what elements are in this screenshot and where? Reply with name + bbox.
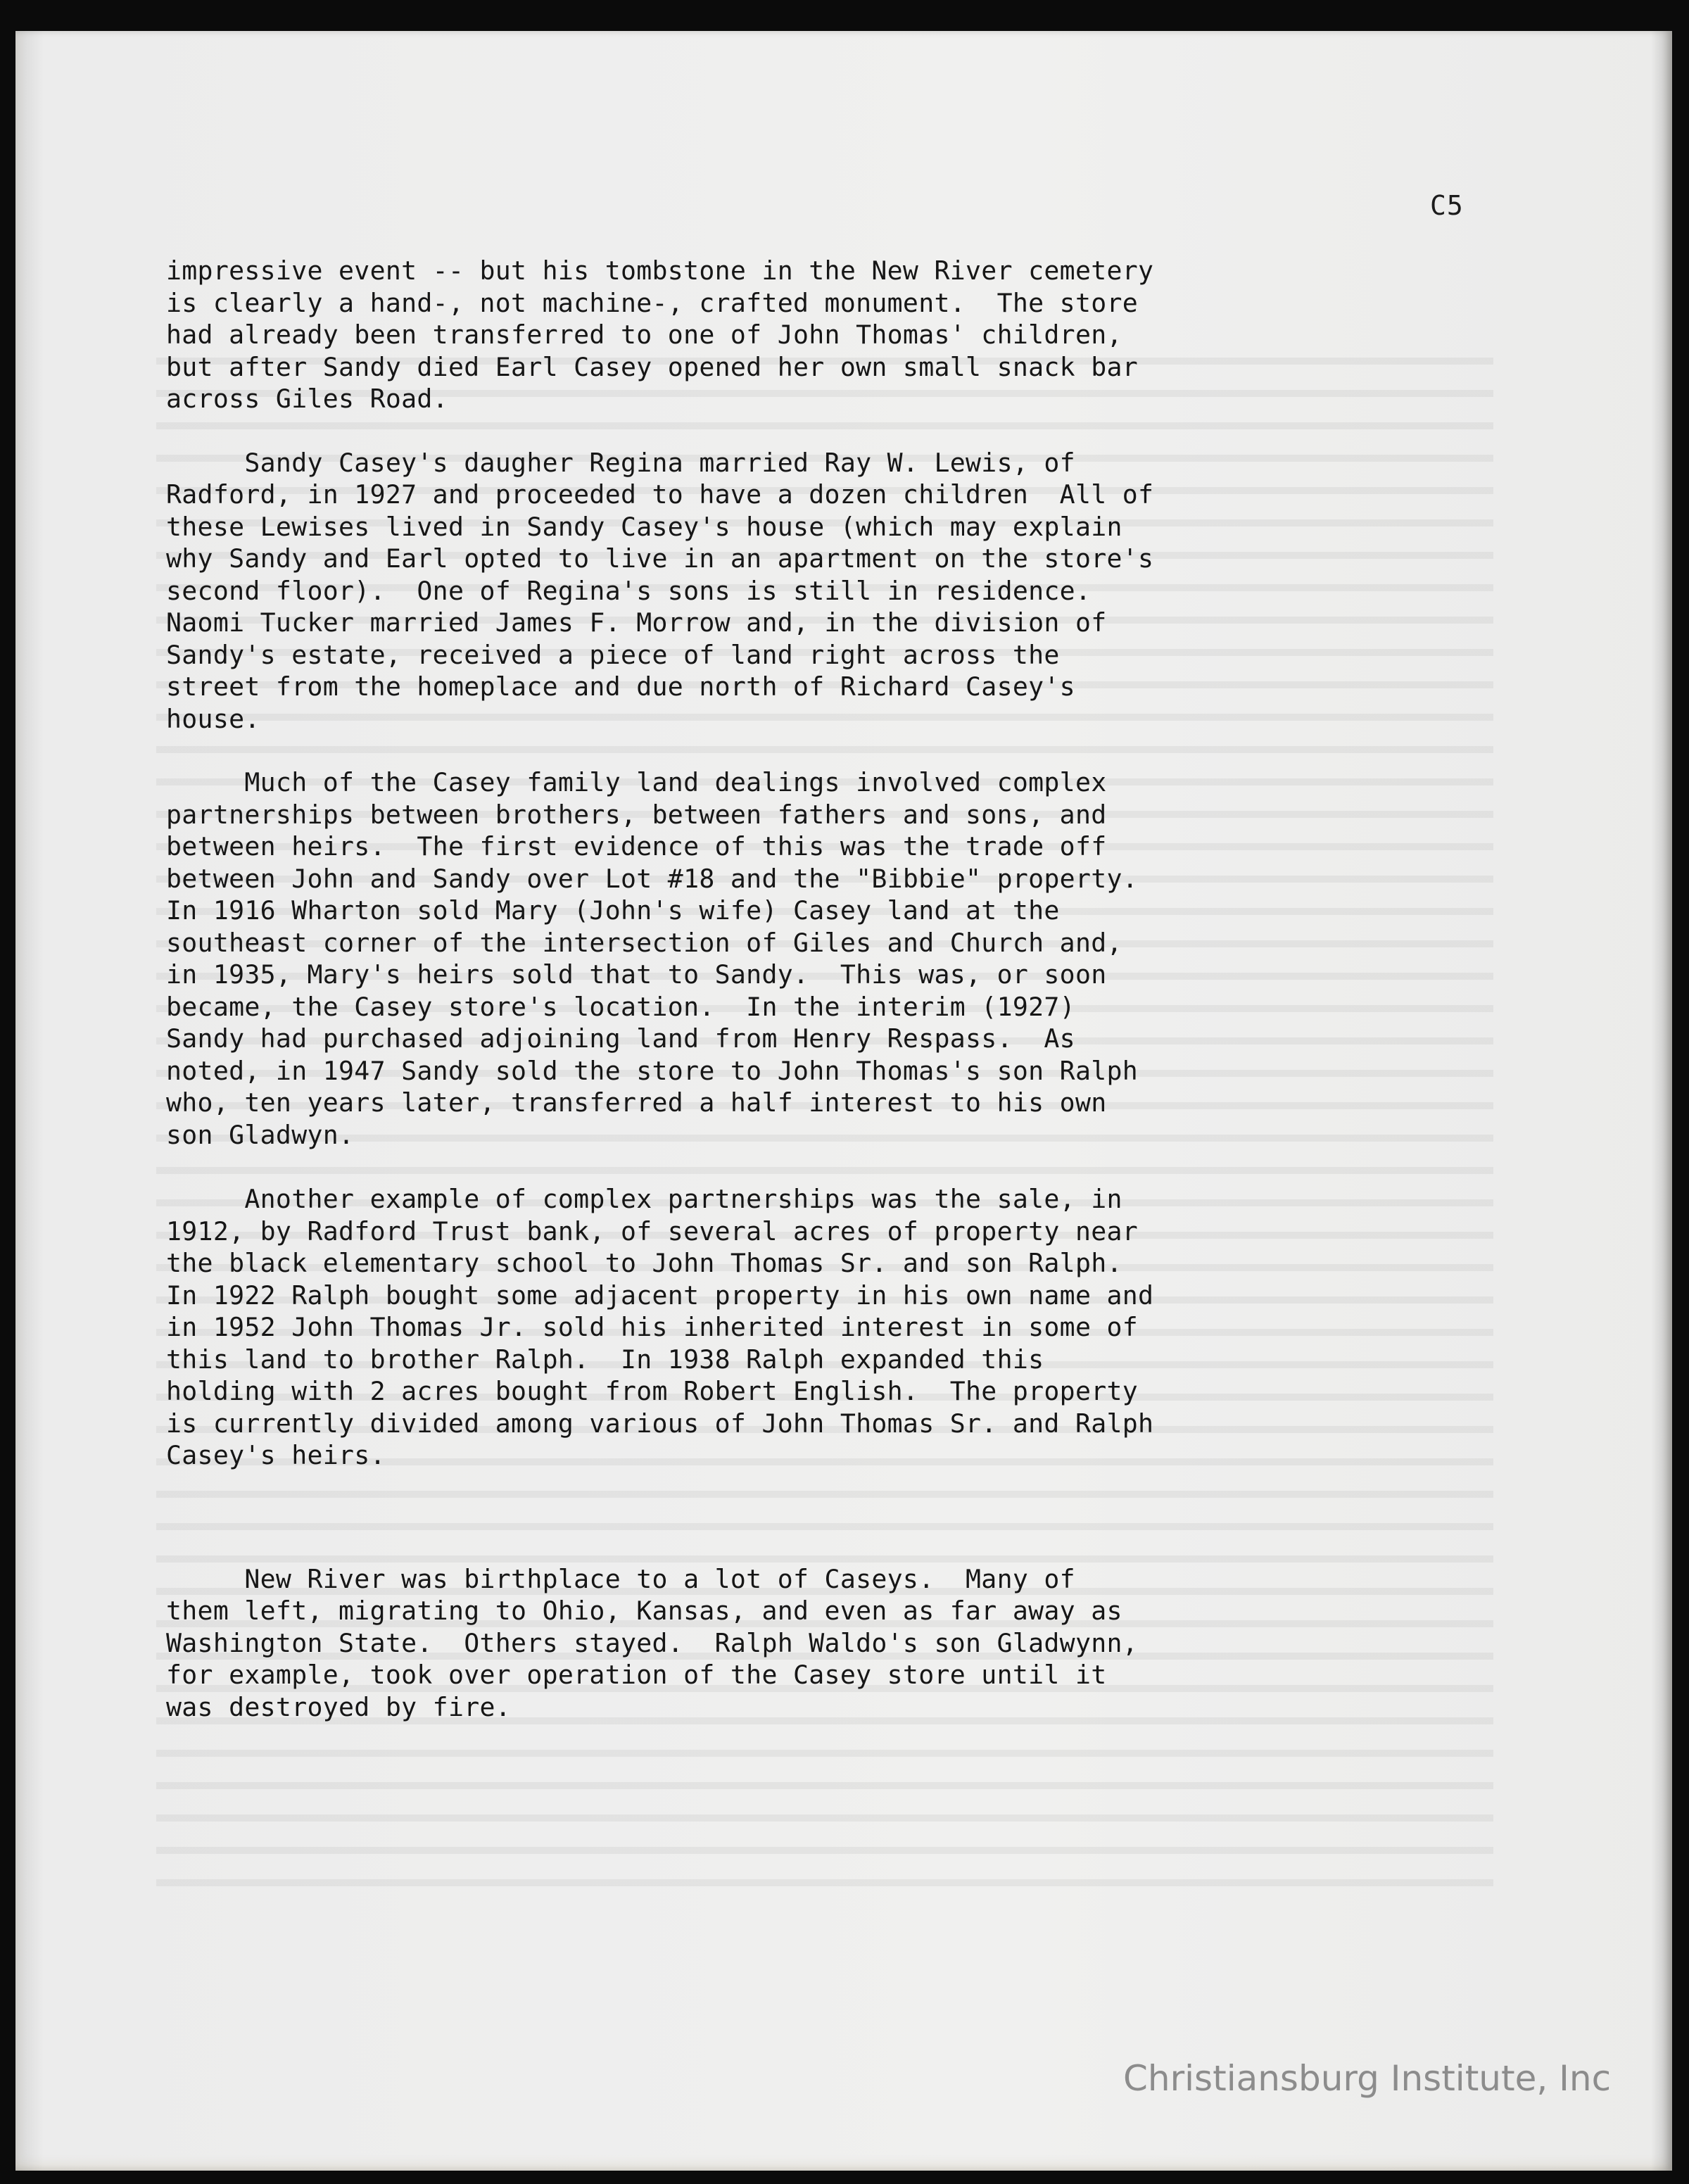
page-edge-shadow — [1651, 31, 1672, 2171]
paragraph: impressive event -- but his tombstone in the New River cemetery is clearly a hand-, not machine-, crafted monument. The store had already been transferred to one of John Thomas' children, but after Sandy died Earl Casey opened her own small snack bar across Giles Road. — [166, 255, 1154, 414]
document-page — [15, 31, 1672, 2171]
paragraph: Another example of complex partnerships was the sale, in 1912, by Radford Trust bank, of several acres of property near the black elementary school to John Thomas Sr. and son Ralph. In 1922 Ralph bought some adjacent property in his own name and in 1952 John Thomas Jr. sold his inherited interest in some of this land to brother Ralph. In 1938 Ralph expanded this holding with 2 acres bought from Robert English. The property is currently divided among various of John Thomas Sr. and Ralph Casey's heirs. — [166, 1184, 1154, 1470]
paragraph: New River was birthplace to a lot of Caseys. Many of them left, migrating to Ohio, Kansas, and even as far away as Washington State. Others stayed. Ralph Waldo's son Gladwynn, for example, took over operation of the Casey store until it was destroyed by fire. — [166, 1563, 1139, 1722]
paragraph: Sandy Casey's daugher Regina married Ray W. Lewis, of Radford, in 1927 and proceeded to have a dozen children All of these Lewises lived in Sandy Casey's house (which may explain why Sandy and Earl opted to live in an apartment on the store's second floor). One of Regina's sons is still in residence. Naomi Tucker married James F. Morrow and, in the division of Sandy's estate, received a piece of land right across the street from the homeplace and due north of Richard Casey's house. — [166, 447, 1154, 734]
document-body — [166, 255, 1503, 1723]
watermark: Christiansburg Institute, Inc — [1123, 2058, 1612, 2099]
page-number: C5 — [1430, 190, 1464, 221]
paragraph: Much of the Casey family land dealings involved complex partnerships between brothers, between fathers and sons, and between heirs. The first evidence of this was the trade off between John and Sandy over Lot #18 and the "Bibbie" property. In 1916 Wharton sold Mary (John's wife) Casey land at the southeast corner of the intersection of Giles and Church and, in 1935, Mary's heirs sold that to Sandy. This was, or soon became, the Casey store's location. In the interim (1927) Sandy had purchased adjoining land from Henry Respass. As noted, in 1947 Sandy sold the store to John Thomas's son Ralph who, ten years later, transferred a half interest to his own son Gladwyn. — [166, 767, 1139, 1150]
